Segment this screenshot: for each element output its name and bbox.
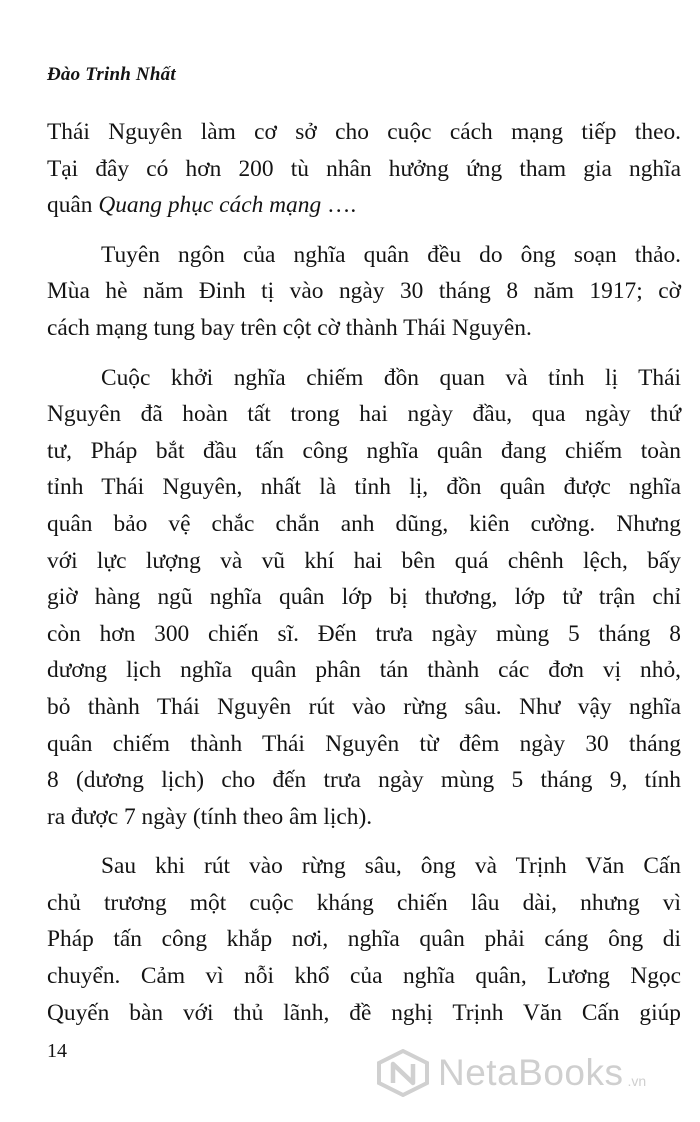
paragraph <box>47 237 681 347</box>
netabooks-logo-icon <box>376 1049 430 1097</box>
body-text <box>47 114 681 1031</box>
text-line: Cuộc khởi nghĩa chiếm đồn quan và tỉnh lị Thái <box>101 364 681 391</box>
text-line: Tuyên ngôn của nghĩa quân đều do ông soạn thảo. <box>101 241 681 268</box>
text-line: Nguyên đã hoàn tất trong hai ngày đầu, qua ngày thứ <box>47 401 681 428</box>
running-header: Đào Trinh Nhất <box>47 64 176 85</box>
text-line: tỉnh Thái Nguyên, nhất là tỉnh lị, đồn quân được nghĩa <box>47 474 681 501</box>
text-line: Thái Nguyên làm cơ sở cho cuộc cách mạng tiếp theo. <box>47 119 681 145</box>
page-number: 14 <box>47 1040 67 1062</box>
paragraph <box>47 848 681 1031</box>
text-line: còn hơn 300 chiến sĩ. Đến trưa ngày mùng 5 tháng 8 <box>47 620 681 647</box>
text-line: Tại đây có hơn 200 tù nhân hưởng ứng tham gia nghĩa <box>47 155 681 182</box>
text-line: với lực lượng và vũ khí hai bên quá chênh lệch, bấy <box>47 547 681 574</box>
text-line: giờ hàng ngũ nghĩa quân lớp bị thương, lớp tử trận chỉ <box>47 584 681 611</box>
text-line: Pháp tấn công khắp nơi, nghĩa quân phải cáng ông di <box>47 926 681 953</box>
watermark-suffix: .vn <box>627 1073 647 1089</box>
text-line: bỏ thành Thái Nguyên rút vào rừng sâu. Như vậy nghĩa <box>47 693 681 720</box>
text-line: Mùa hè năm Đinh tị vào ngày 30 tháng 8 năm 1917; cờ <box>47 278 681 305</box>
text-line: Quyến bàn với thủ lãnh, đề nghị Trịnh Văn Cấn giúp <box>47 999 681 1026</box>
text-line: cách mạng tung bay trên cột cờ thành Thái Nguyên. <box>47 314 532 341</box>
text-line: chủ trương một cuộc kháng chiến lâu dài, nhưng vì <box>47 889 681 916</box>
text-line: quân chiếm thành Thái Nguyên từ đêm ngày 30 tháng <box>47 730 681 757</box>
text-line: 8 (dương lịch) cho đến trưa ngày mùng 5 tháng 9, tính <box>47 767 681 794</box>
paragraph <box>47 360 681 836</box>
text-line: ra được 7 ngày (tính theo âm lịch). <box>47 803 373 830</box>
italic-phrase: Quang phục cách mạng <box>98 192 322 219</box>
text-line: Sau khi rút vào rừng sâu, ông và Trịnh Văn Cấn <box>101 853 681 880</box>
text-line: chuyển. Cảm vì nỗi khổ của nghĩa quân, Lương Ngọc <box>47 963 681 990</box>
watermark <box>376 1049 646 1097</box>
watermark-text: NetaBooks <box>438 1052 624 1093</box>
paragraph <box>47 114 681 224</box>
text-line <box>47 187 681 224</box>
text-line: tư, Pháp bắt đầu tấn công nghĩa quân đang chiếm toàn <box>47 437 681 464</box>
text-line: dương lịch nghĩa quân phân tán thành các đơn vị nhỏ, <box>47 657 681 684</box>
text-segment: quân <box>47 192 99 219</box>
text-line: quân bảo vệ chắc chắn anh dũng, kiên cường. Nhưng <box>47 510 681 537</box>
text-segment: …. <box>321 192 357 219</box>
